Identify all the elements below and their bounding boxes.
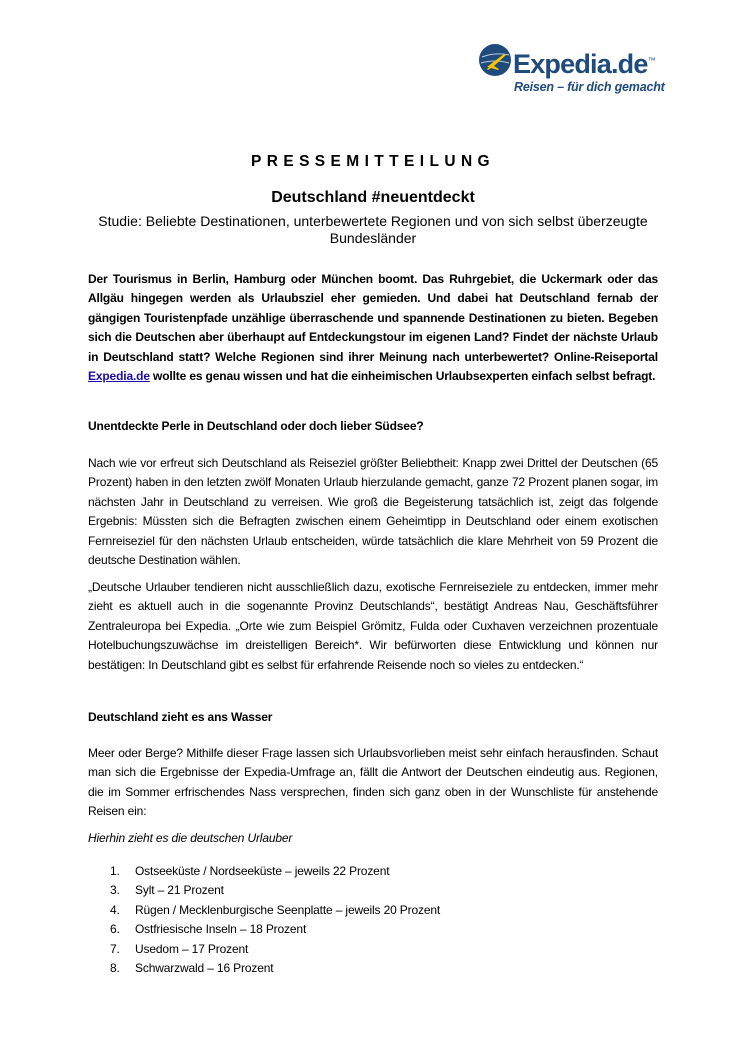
logo-brand-text: Expedia.de™ [513, 49, 655, 79]
list-text: Sylt – 21 Prozent [135, 883, 224, 898]
globe-plane-icon [478, 43, 512, 77]
paragraph-popularity: Nach wie vor erfreut sich Deutschland als Reiseziel größter Beliebtheit: Knapp zwei Drittel der Deutschen (65 Prozent) haben in den letzten zwölf Monaten Urlaub hierzulande gemacht, ganze 72 Prozent planen sogar, im nächsten Jahr in Deutschland zu verreisen. Wie groß die Begeisterung tatsächlich ist, zeigt das folgende Ergebnis: Müssten sich die Befragten zwischen einem Geheimtipp in Deutschland oder einem exotischen Fernreiseziel für den nächsten Urlaub entscheiden, würde tatsächlich die klare Mehrheit von 59 Prozent die deutsche Destination wählen. [88, 456, 658, 568]
paragraph-meer-berge: Meer oder Berge? Mithilfe dieser Frage lassen sich Urlaubsvorlieben meist sehr einfach herausfinden. Schaut man sich die Ergebnisse der Expedia-Umfrage an, fällt die Antwort der Deutschen eindeutig aus. Regionen, die im Sommer erfrischendes Nass versprechen, finden sich ganz oben in der Wunschliste für anstehende Reisen ein: [88, 746, 658, 819]
list-item [110, 901, 440, 920]
logo-tagline: Reisen – für dich gemacht [514, 80, 665, 94]
list-item [110, 959, 440, 978]
lead-paragraph [88, 270, 658, 386]
list-number: 4. [110, 902, 120, 917]
list-number: 3. [110, 883, 120, 898]
list-item [110, 940, 440, 959]
list-text: Usedom – 17 Prozent [135, 941, 249, 956]
list-text: Ostseeküste / Nordseeküste – jeweils 22 Prozent [135, 864, 390, 878]
list-number: 7. [110, 941, 120, 956]
list-text: Ostfriesische Inseln – 18 Prozent [135, 922, 307, 937]
list-number: 1. [110, 864, 120, 878]
destination-list [110, 862, 440, 978]
list-number: 6. [110, 922, 120, 937]
lead-text-start: Der Tourismus in Berlin, Hamburg oder München boomt. Das Ruhrgebiet, die Uckermark oder das Allgäu hingegen werden als Urlaubsziel eher gemieden. Und dabei hat Deutschland fernab der gängigen Touristenpfade unzählige überraschende und spannende Destinationen zu bieten. Begeben sich die Deutschen aber überhaupt auf Entdeckungstour im eigenen Land? Findet der nächste Urlaub in Deutschland statt? Welche Regionen sind ihrer Meinung nach unterbewertet? Online-Reiseportal [88, 272, 658, 364]
list-item [110, 881, 440, 900]
page-title: Deutschland #neuentdeckt [271, 189, 475, 206]
list-caption: Hierhin zieht es die deutschen Urlauber [88, 831, 293, 845]
list-item [110, 862, 440, 881]
list-number: 8. [110, 961, 120, 976]
section-heading-perle: Unentdeckte Perle in Deutschland oder doch lieber Südsee? [88, 419, 424, 433]
list-text: Schwarzwald – 16 Prozent [135, 961, 274, 976]
paragraph-quote: „Deutsche Urlauber tendieren nicht ausschließlich dazu, exotische Fernreiseziele zu entdecken, immer mehr zieht es aktuell auch in die sogenannte Provinz Deutschlands“, bestätigt Andreas Nau, Geschäftsführer Zentraleuropa bei Expedia. „Orte wie zum Beispiel Grömitz, Fulda oder Cuxhaven verzeichnen prozentuale Hotelbuchungszuwächse im dreistelligen Bereich*. Wir befürworten diese Entwicklung und können nur bestätigen: In Deutschland gibt es selbst für erfahrende Reisende noch so vieles zu entdecken.“ [88, 580, 658, 672]
press-release-label: PRESSEMITTEILUNG [251, 153, 495, 170]
list-text: Rügen / Mecklenburgische Seenplatte – jeweils 20 Prozent [135, 902, 441, 917]
page-subtitle: Studie: Beliebte Destinationen, unterbewertete Regionen und von sich selbst überzeugte Bundesländer [98, 213, 648, 246]
expedia-logo[interactable] [476, 40, 666, 98]
lead-text-end: wollte es genau wissen und hat die einheimischen Urlaubsexperten einfach selbst befragt. [149, 369, 656, 384]
section-heading-wasser: Deutschland zieht es ans Wasser [88, 710, 273, 724]
list-item [110, 920, 440, 939]
expedia-link[interactable]: Expedia.de [88, 369, 150, 384]
